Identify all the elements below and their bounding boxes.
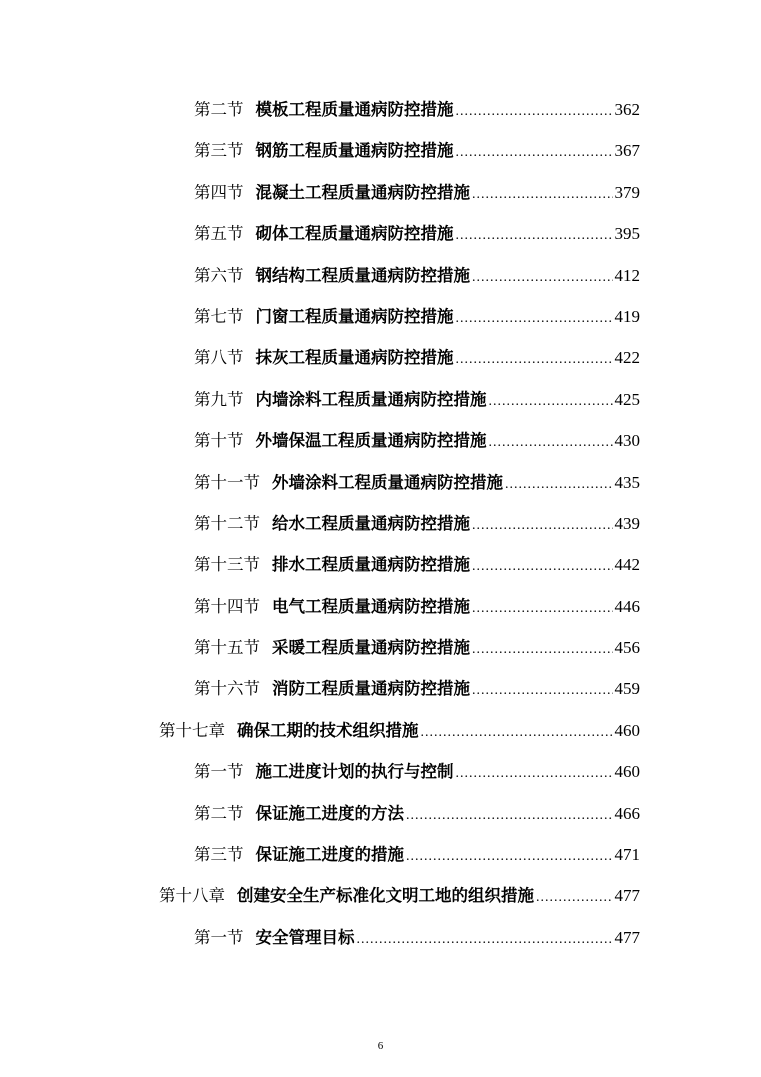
toc-entry[interactable] <box>0 296 640 337</box>
toc-leader-dots <box>472 505 613 546</box>
toc-leader-dots <box>406 795 613 836</box>
toc-entry-title: 排水工程质量通病防控措施 <box>272 555 470 575</box>
toc-entry[interactable] <box>0 130 640 171</box>
toc-entry-label: 第十二节 <box>194 513 260 533</box>
toc-entry-label: 第九节 <box>194 389 244 409</box>
toc-entry-label: 第七节 <box>194 306 244 326</box>
toc-entry-label: 第五节 <box>194 224 244 244</box>
toc-entry-title: 保证施工进度的措施 <box>255 845 404 865</box>
toc-leader-dots <box>472 588 613 629</box>
toc-entry-label: 第二节 <box>194 100 244 119</box>
toc-entry-title: 创建安全生产标准化文明工地的组织措施 <box>237 886 534 906</box>
toc-entry-title: 外墙涂料工程质量通病防控措施 <box>272 472 503 492</box>
toc-entry-title: 门窗工程质量通病防控措施 <box>255 306 454 326</box>
toc-entry-label: 第四节 <box>194 182 244 202</box>
toc-entry-page: 459 <box>614 679 640 699</box>
toc-entry-title: 电气工程质量通病防控措施 <box>272 596 470 616</box>
toc-entry-label: 第十八章 <box>159 886 225 906</box>
toc-leader-dots <box>472 670 613 711</box>
toc-entry-page: 456 <box>614 638 640 658</box>
toc-entry[interactable] <box>0 89 640 130</box>
toc-entry[interactable] <box>0 751 640 792</box>
toc-entry[interactable] <box>0 503 640 544</box>
toc-leader-dots <box>505 464 613 505</box>
toc-entry-label: 第三节 <box>194 141 244 161</box>
toc-leader-dots <box>472 174 613 215</box>
toc-leader-dots <box>489 381 613 422</box>
toc-entry-page: 477 <box>614 886 640 906</box>
toc-entry-page: 446 <box>614 596 640 616</box>
toc-entry-page: 439 <box>614 513 640 533</box>
toc-entry-title: 砌体工程质量通病防控措施 <box>255 224 454 244</box>
toc-leader-dots <box>421 712 613 753</box>
toc-leader-dots <box>472 629 613 670</box>
toc-leader-dots <box>472 546 613 587</box>
toc-entry-title: 确保工期的技术组织措施 <box>237 720 419 740</box>
toc-entry[interactable] <box>0 627 640 668</box>
toc-entry-title: 给水工程质量通病防控措施 <box>272 513 470 533</box>
toc-leader-dots <box>456 298 613 339</box>
toc-entry[interactable] <box>0 586 640 627</box>
toc-entry-page: 412 <box>614 265 640 285</box>
toc-entry-label: 第一节 <box>194 762 244 782</box>
toc-entry[interactable] <box>0 834 640 875</box>
toc-entry[interactable] <box>0 544 640 585</box>
toc-entry-page: 460 <box>614 762 640 782</box>
toc-entry-label: 第六节 <box>194 265 244 285</box>
toc-entry-label: 第二节 <box>194 803 244 823</box>
table-of-contents <box>0 89 761 958</box>
toc-entry-title: 采暖工程质量通病防控措施 <box>272 638 470 658</box>
toc-leader-dots <box>456 753 613 794</box>
toc-entry-label: 第十四节 <box>194 596 260 616</box>
toc-entry-label: 第八节 <box>194 348 244 368</box>
toc-entry-page: 419 <box>614 306 640 326</box>
toc-entry-title: 外墙保温工程质量通病防控措施 <box>255 431 487 451</box>
toc-entry-title: 内墙涂料工程质量通病防控措施 <box>255 389 487 409</box>
toc-entry[interactable] <box>0 337 640 378</box>
toc-entry-title: 模板工程质量通病防控措施 <box>255 100 454 119</box>
toc-entry-title: 消防工程质量通病防控措施 <box>272 679 470 699</box>
toc-entry-page: 395 <box>614 224 640 244</box>
toc-entry-page: 442 <box>614 555 640 575</box>
toc-entry[interactable] <box>0 917 640 958</box>
toc-leader-dots <box>456 339 613 380</box>
toc-leader-dots <box>406 836 613 877</box>
toc-entry-title: 抹灰工程质量通病防控措施 <box>255 348 454 368</box>
toc-entry[interactable] <box>0 462 640 503</box>
toc-entry[interactable] <box>0 420 640 461</box>
toc-entry[interactable] <box>0 172 640 213</box>
toc-entry[interactable] <box>0 668 640 709</box>
toc-entry-page: 379 <box>614 182 640 202</box>
toc-entry-page: 367 <box>614 141 640 161</box>
toc-entry-page: 430 <box>614 431 640 451</box>
toc-leader-dots <box>472 257 613 298</box>
toc-entry-title: 钢筋工程质量通病防控措施 <box>255 141 454 161</box>
toc-entry-label: 第十五节 <box>194 638 260 658</box>
toc-chapter-entry[interactable] <box>0 875 640 916</box>
toc-entry-label: 第十六节 <box>194 679 260 699</box>
toc-entry-page: 471 <box>614 845 640 865</box>
toc-leader-dots <box>456 132 613 173</box>
toc-entry[interactable] <box>0 255 640 296</box>
toc-entry-page: 466 <box>614 803 640 823</box>
toc-entry[interactable] <box>0 213 640 254</box>
toc-entry-title: 保证施工进度的方法 <box>255 803 404 823</box>
toc-entry-label: 第十一节 <box>194 472 260 492</box>
toc-entry-label: 第一节 <box>194 927 244 947</box>
toc-entry-label: 第十三节 <box>194 555 260 575</box>
toc-entry-page: 425 <box>614 389 640 409</box>
toc-entry-page: 477 <box>614 927 640 947</box>
toc-leader-dots <box>357 919 613 960</box>
page-number: 6 <box>377 1040 384 1052</box>
toc-leader-dots <box>489 422 613 463</box>
toc-entry[interactable] <box>0 379 640 420</box>
toc-entry-label: 第十七章 <box>159 720 225 740</box>
toc-leader-dots <box>456 91 613 132</box>
toc-entry-title: 施工进度计划的执行与控制 <box>255 762 454 782</box>
toc-entry-page: 362 <box>614 100 640 119</box>
toc-leader-dots <box>456 215 613 256</box>
toc-leader-dots <box>536 877 613 918</box>
toc-entry-label: 第十节 <box>194 431 244 451</box>
toc-entry-page: 435 <box>614 472 640 492</box>
toc-entry-title: 混凝土工程质量通病防控措施 <box>255 182 470 202</box>
toc-chapter-entry[interactable] <box>0 710 640 751</box>
toc-entry-page: 422 <box>614 348 640 368</box>
toc-entry-page: 460 <box>614 720 640 740</box>
toc-entry-title: 钢结构工程质量通病防控措施 <box>255 265 470 285</box>
toc-entry-label: 第三节 <box>194 845 244 865</box>
toc-entry[interactable] <box>0 793 640 834</box>
toc-entry-title: 安全管理目标 <box>255 927 355 947</box>
